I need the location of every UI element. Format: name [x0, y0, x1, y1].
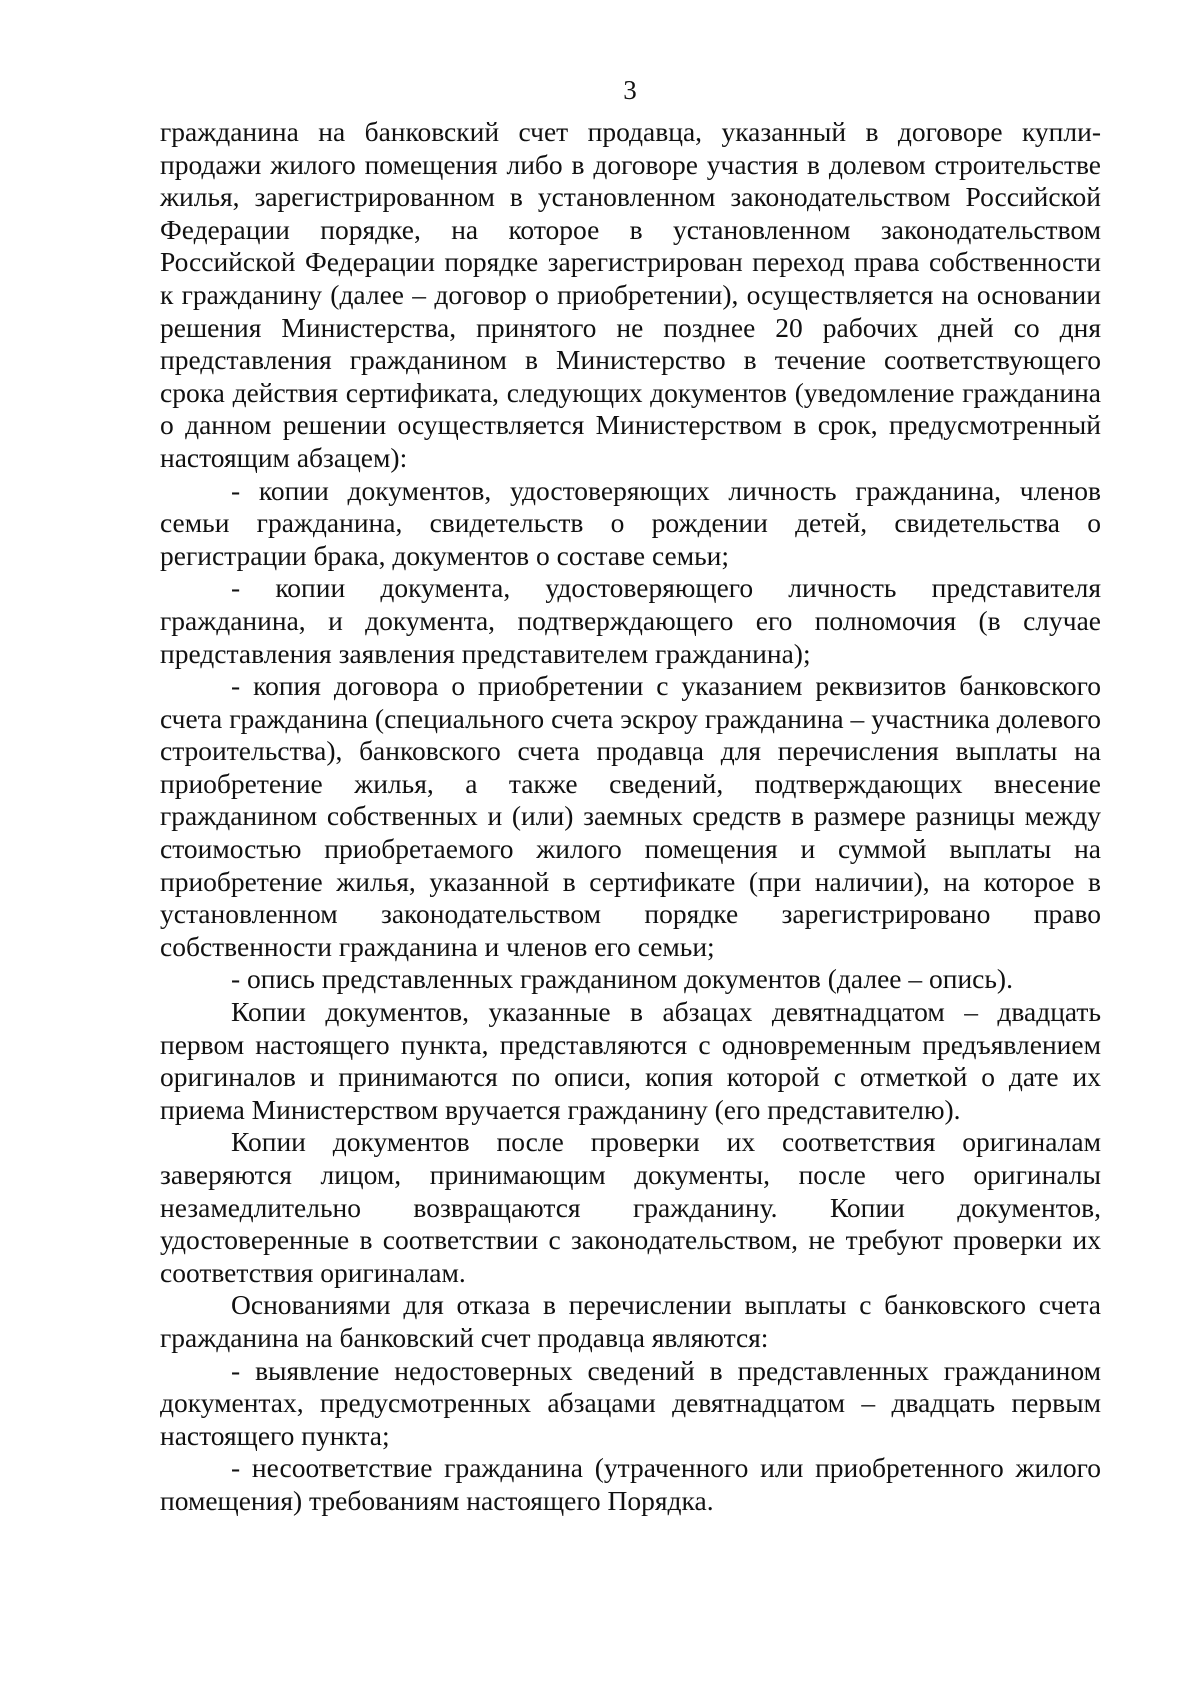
list-item-false-information: - выявление недостоверных сведений в представленных гражданином документах, предусмотренных абзацами девятнадцатом – двадцать первым настоящего пункта;: [160, 1354, 1101, 1451]
document-body: [160, 116, 1101, 1518]
list-item-nonconformity: - несоответствие гражданина (утраченного или приобретенного жилого помещения) требованиям настоящего Порядка.: [160, 1452, 1101, 1516]
paragraph-refusal-grounds: Основаниями для отказа в перечислении выплаты с банковского счета гражданина на банковский счет продавца являются:: [160, 1289, 1101, 1353]
page-number: 3: [623, 75, 637, 105]
list-item-identity-documents: - копии документов, удостоверяющих личность гражданина, членов семьи гражданина, свидетельств о рождении детей, свидетельства о регистрации брака, документов о составе семьи;: [160, 474, 1101, 571]
paragraph-copies-verification: Копии документов после проверки их соответствия оригиналам заверяются лицом, принимающим документы, после чего оригиналы незамедлительно возвращаются гражданину. Копии документов, удостоверенные в соответствии с законодательством, не требуют проверки их соответствия оригиналам.: [160, 1126, 1101, 1288]
list-item-purchase-contract: - копия договора о приобретении с указанием реквизитов банковского счета гражданина (специального счета эскроу гражданина – участника долевого строительства), банковского счета продавца для перечисления выплаты на приобретение жилья, а также сведений, подтверждающих внесение гражданином собственных и (или) заемных средств в размере разницы между стоимостью приобретаемого жилого помещения и суммой выплаты на приобретение жилья, указанной в сертификате (при наличии), на которое в установленном законодательством порядке зарегистрировано право собственности гражданина и членов его семьи;: [160, 670, 1101, 962]
list-item-representative-documents: - копии документа, удостоверяющего личность представителя гражданина, и документа, подтверждающего его полномочия (в случае представления заявления представителем гражданина);: [160, 572, 1101, 669]
paragraph-copies-originals: Копии документов, указанные в абзацах девятнадцатом – двадцать первом настоящего пункта, представляются с одновременным предъявлением оригиналов и принимаются по описи, копия которой с отметкой о дате их приема Министерством вручается гражданину (его представителю).: [160, 996, 1101, 1125]
paragraph-continuation: гражданина на банковский счет продавца, указанный в договоре купли-продажи жилого помещения либо в договоре участия в долевом строительстве жилья, зарегистрированном в установленном законодательством Российской Федерации порядке, на которое в установленном законодательством Российской Федерации порядке зарегистрирован переход права собственности к гражданину (далее – договор о приобретении), осуществляется на основании решения Министерства, принятого не позднее 20 рабочих дней со дня представления гражданином в Министерство в течение соответствующего срока действия сертификата, следующих документов (уведомление гражданина о данном решении осуществляется Министерством в срок, предусмотренный настоящим абзацем):: [160, 116, 1101, 473]
list-item-inventory: - опись представленных гражданином документов (далее – опись).: [231, 963, 1013, 995]
